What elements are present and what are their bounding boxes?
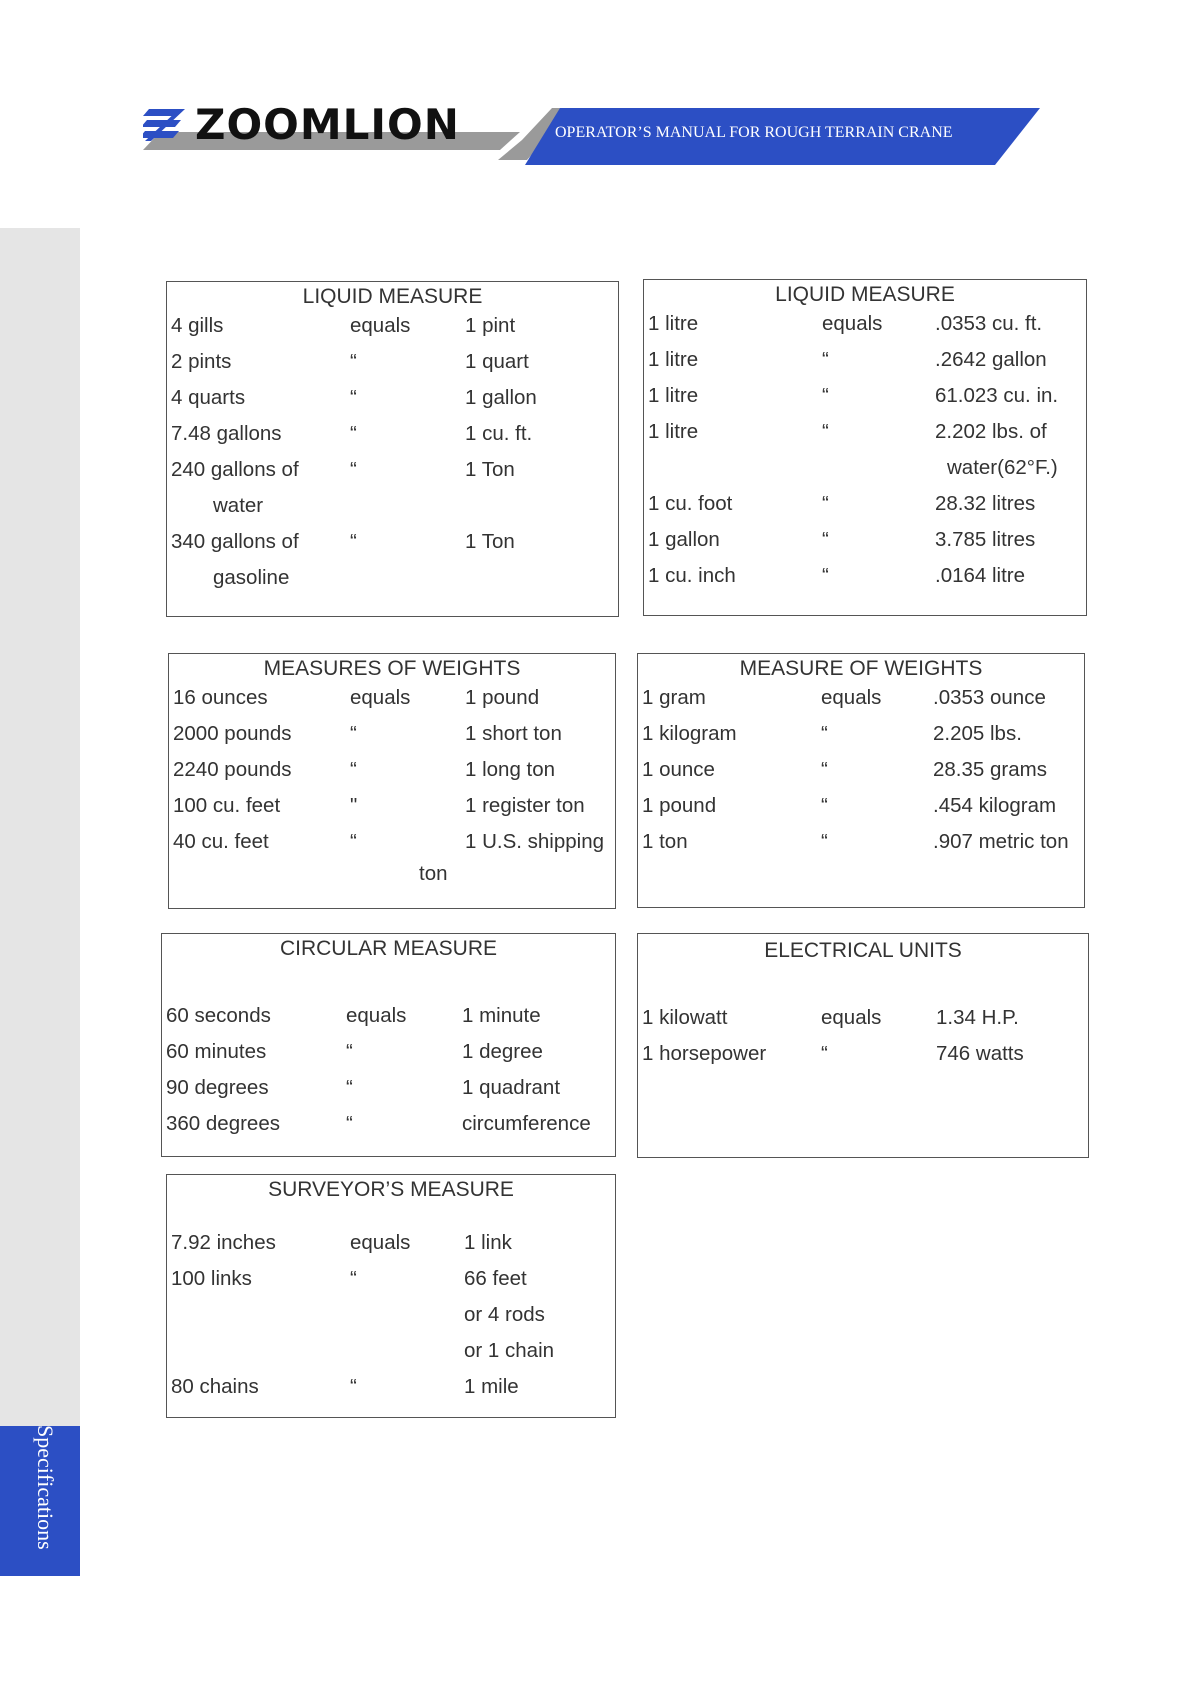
cell-quantity: 100 links: [171, 1267, 252, 1290]
cell-relation: “: [350, 458, 357, 481]
cell-quantity: 60 minutes: [166, 1040, 267, 1063]
cell-equivalent: 3.785 litres: [935, 528, 1036, 551]
cell-equivalent: 2.205 lbs.: [933, 722, 1022, 745]
page-header: [0, 0, 1191, 180]
table-row: [162, 1000, 615, 1036]
table-spacer: [638, 964, 1088, 1002]
cell-relation: “: [822, 348, 829, 371]
manual-title: OPERATOR’S MANUAL FOR ROUGH TERRAIN CRANE: [555, 124, 953, 141]
side-tab-3[interactable]: [0, 526, 80, 679]
table-row: [167, 490, 618, 526]
table-row: [167, 1227, 615, 1263]
cell-quantity: 2000 pounds: [173, 722, 292, 745]
cell-quantity: 80 chains: [171, 1375, 259, 1398]
liquid-measure-metric-table: [643, 279, 1087, 616]
table-title: MEASURE OF WEIGHTS: [739, 657, 983, 680]
side-tab-label: Specifications: [33, 1425, 58, 1550]
cell-quantity: 1 litre: [648, 348, 699, 371]
cell-relation: equals: [346, 1004, 407, 1027]
logo-text: ZOOMLION: [195, 100, 460, 149]
cell-quantity: 7.48 gallons: [171, 422, 282, 445]
cell-equivalent: 1 mile: [464, 1375, 519, 1398]
cell-relation: “: [822, 564, 829, 587]
cell-equivalent: 1 minute: [462, 1004, 541, 1027]
cell-equivalent: 1 quart: [465, 350, 529, 373]
table-row: [644, 308, 1086, 344]
table-spacer: [162, 962, 615, 1000]
cell-quantity: 1 kilowatt: [642, 1006, 728, 1029]
cell-equivalent: 66 feet: [464, 1267, 527, 1290]
cell-equivalent: .454 kilogram: [933, 794, 1057, 817]
table-row: [638, 682, 1084, 718]
table-row: [638, 718, 1084, 754]
table-row: [644, 452, 1086, 488]
cell-relation: “: [346, 1076, 353, 1099]
cell-relation: “: [350, 722, 357, 745]
table-row: [167, 382, 618, 418]
cell-relation: “: [350, 530, 357, 553]
cell-equivalent: 1 Ton: [465, 458, 515, 481]
table-row: [169, 826, 615, 862]
table-row: [162, 1108, 615, 1144]
table-title: CIRCULAR MEASURE: [279, 937, 498, 960]
table-title: LIQUID MEASURE: [302, 285, 483, 308]
table-row: [169, 754, 615, 790]
table-title: SURVEYOR’S MEASURE: [268, 1178, 514, 1201]
cell-relation: ": [350, 794, 358, 817]
table-row: [644, 416, 1086, 452]
table-row: [644, 488, 1086, 524]
cell-relation: “: [822, 420, 829, 443]
cell-relation: equals: [822, 312, 883, 335]
table-row: [167, 310, 618, 346]
cell-equivalent: 1 pound: [465, 686, 540, 709]
weights-us-table: [168, 653, 616, 909]
table-row: [162, 1036, 615, 1072]
cell-equivalent: 1 register ton: [465, 794, 585, 817]
side-tab-5[interactable]: [0, 826, 80, 979]
cell-equivalent: circumference: [462, 1112, 591, 1135]
cell-relation: equals: [350, 314, 411, 337]
cell-relation: “: [821, 1042, 828, 1065]
cell-quantity: 90 degrees: [166, 1076, 269, 1099]
cell-quantity: 340 gallons of: [171, 530, 299, 553]
cell-equivalent: 1 link: [464, 1231, 512, 1254]
cell-equivalent: 1 degree: [462, 1040, 543, 1063]
cell-quantity-continued: gasoline: [213, 566, 290, 589]
cell-relation: “: [821, 758, 828, 781]
table-row: [167, 1371, 615, 1407]
cell-equivalent: .0164 litre: [935, 564, 1026, 587]
cell-quantity: 1 ounce: [642, 758, 715, 781]
table-row: [644, 380, 1086, 416]
cell-equivalent: .0353 ounce: [933, 686, 1046, 709]
table-row: [644, 560, 1086, 596]
cell-quantity: 1 gallon: [648, 528, 720, 551]
side-tab-1[interactable]: [0, 228, 80, 380]
cell-equivalent: 28.32 litres: [935, 492, 1036, 515]
cell-quantity: 1 cu. foot: [648, 492, 733, 515]
cell-quantity: 16 ounces: [173, 686, 268, 709]
table-row: [638, 754, 1084, 790]
cell-quantity: 4 gills: [171, 314, 224, 337]
cell-quantity: 100 cu. feet: [173, 794, 281, 817]
electrical-units-table: [637, 933, 1089, 1158]
table-row: [644, 524, 1086, 560]
cell-quantity: 2240 pounds: [173, 758, 292, 781]
cell-equivalent: 1 cu. ft.: [465, 422, 533, 445]
cell-relation: equals: [350, 686, 411, 709]
cell-equivalent: 1 U.S. shipping: [465, 830, 605, 853]
table-row: [167, 526, 618, 562]
cell-relation: “: [822, 492, 829, 515]
table-row: [167, 418, 618, 454]
table-row: [638, 826, 1084, 862]
circular-measure-table: [161, 933, 616, 1157]
cell-relation: “: [346, 1040, 353, 1063]
cell-relation: “: [346, 1112, 353, 1135]
cell-relation: “: [350, 1375, 357, 1398]
cell-quantity: 1 pound: [642, 794, 717, 817]
side-tab-6[interactable]: [0, 976, 80, 1129]
table-row: [638, 1038, 1088, 1074]
cell-equivalent-continued: or 1 chain: [464, 1339, 555, 1362]
table-title: ELECTRICAL UNITS: [764, 939, 962, 962]
cell-quantity: 240 gallons of: [171, 458, 299, 481]
table-row: [638, 1002, 1088, 1038]
cell-relation: “: [821, 830, 828, 853]
cell-equivalent: 28.35 grams: [933, 758, 1047, 781]
cell-equivalent: 746 watts: [936, 1042, 1024, 1065]
cell-equivalent: .907 metric ton: [933, 830, 1069, 853]
cell-relation: “: [821, 794, 828, 817]
cell-equivalent: 2.202 lbs. of: [935, 420, 1047, 443]
cell-equivalent: 1 short ton: [465, 722, 562, 745]
cell-quantity: 40 cu. feet: [173, 830, 269, 853]
cell-equivalent: 1 pint: [465, 314, 516, 337]
zoomlion-logo-icon: [143, 107, 185, 143]
cell-relation: “: [350, 422, 357, 445]
cell-equivalent: 1 gallon: [465, 386, 537, 409]
table-row: [169, 862, 615, 892]
cell-quantity: 1 litre: [648, 312, 699, 335]
cell-quantity: 7.92 inches: [171, 1231, 276, 1254]
cell-equivalent: 61.023 cu. in.: [935, 384, 1059, 407]
cell-equivalent-continued: water(62°F.): [947, 456, 1058, 479]
side-tab-2[interactable]: [0, 377, 80, 529]
table-row: [167, 346, 618, 382]
cell-relation: “: [350, 386, 357, 409]
table-title: MEASURES OF WEIGHTS: [263, 657, 521, 680]
cell-quantity-continued: water: [213, 494, 264, 517]
cell-relation: “: [350, 830, 357, 853]
table-row: [638, 790, 1084, 826]
cell-relation: “: [350, 350, 357, 373]
cell-equivalent: 1 Ton: [465, 530, 515, 553]
cell-equivalent-continued: or 4 rods: [464, 1303, 545, 1326]
side-tab-7[interactable]: [0, 1126, 80, 1279]
table-row: [167, 454, 618, 490]
table-title: LIQUID MEASURE: [775, 283, 955, 306]
cell-quantity: 4 quarts: [171, 386, 246, 409]
table-row: [169, 682, 615, 718]
table-row: [167, 1299, 615, 1335]
cell-equivalent: .0353 cu. ft.: [935, 312, 1043, 335]
cell-equivalent: 1 quadrant: [462, 1076, 561, 1099]
table-row: [162, 1072, 615, 1108]
surveyors-measure-table: [166, 1174, 616, 1418]
cell-equivalent: .2642 gallon: [935, 348, 1047, 371]
table-row: [167, 1263, 615, 1299]
cell-quantity: 1 kilogram: [642, 722, 737, 745]
cell-relation: “: [822, 384, 829, 407]
cell-relation: “: [350, 1267, 357, 1290]
cell-quantity: 1 ton: [642, 830, 688, 853]
cell-relation: equals: [350, 1231, 411, 1254]
cell-quantity: 1 gram: [642, 686, 706, 709]
table-row: [169, 790, 615, 826]
cell-relation: equals: [821, 686, 882, 709]
cell-relation: “: [821, 722, 828, 745]
side-tab-4[interactable]: [0, 676, 80, 829]
table-row: [167, 562, 618, 598]
liquid-measure-us-table: [166, 281, 619, 617]
side-tab-8[interactable]: [0, 1276, 80, 1429]
cell-quantity: 1 horsepower: [642, 1042, 767, 1065]
zoomlion-logo: [143, 100, 460, 149]
cell-quantity: 1 litre: [648, 420, 699, 443]
cell-relation: “: [822, 528, 829, 551]
cell-quantity: 60 seconds: [166, 1004, 271, 1027]
table-row: [169, 718, 615, 754]
cell-quantity: 1 litre: [648, 384, 699, 407]
cell-equivalent: 1.34 H.P.: [936, 1006, 1019, 1029]
table-row: [167, 1335, 615, 1371]
header-banner-graphic: [0, 0, 1191, 180]
cell-relation: “: [350, 758, 357, 781]
table-row: [644, 344, 1086, 380]
table-spacer: [167, 1203, 615, 1227]
cell-quantity: 360 degrees: [166, 1112, 280, 1135]
weights-metric-table: [637, 653, 1085, 908]
cell-equivalent-continued: ton: [419, 862, 448, 885]
cell-quantity: 2 pints: [171, 350, 232, 373]
cell-relation: equals: [821, 1006, 882, 1029]
cell-quantity: 1 cu. inch: [648, 564, 736, 587]
cell-equivalent: 1 long ton: [465, 758, 556, 781]
